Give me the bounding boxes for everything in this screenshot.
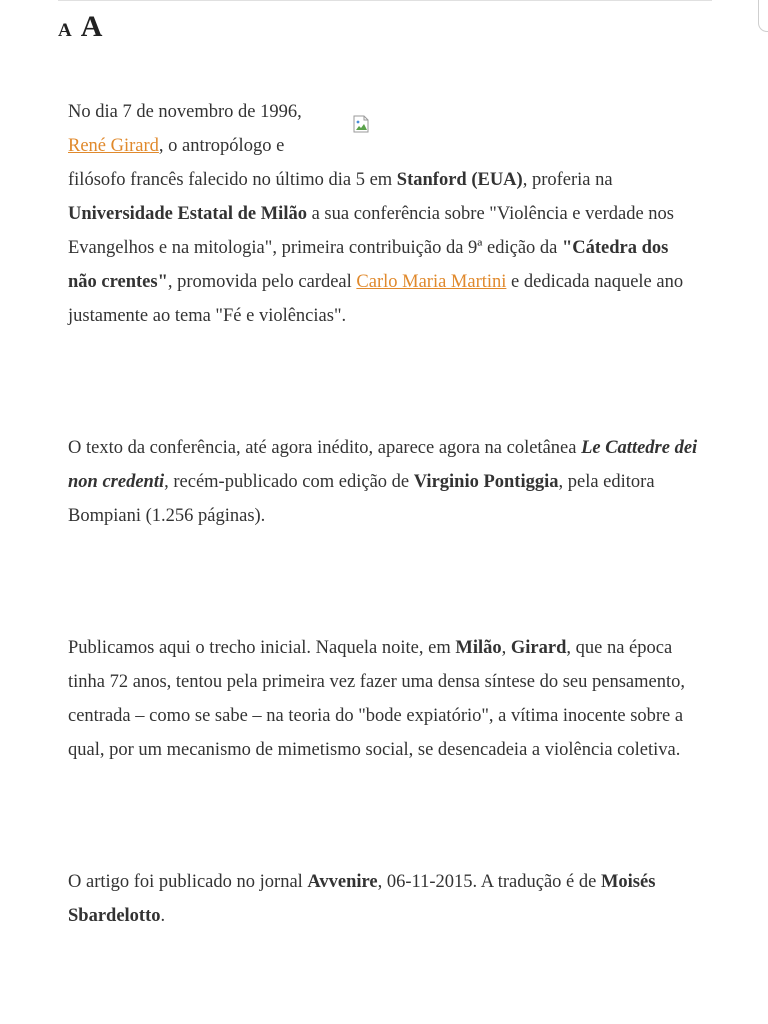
publication-text-3: , pela editora Bompiani (1.256 páginas). (68, 472, 655, 526)
excerpt-text-3: , que na época tinha 72 anos, tentou pela primeira vez fazer uma densa síntese do seu pensamento, centrada – como se sabe – na teoria do "bode expiatório", a vítima inocente sobre a qual, por um mecanismo de mimetismo social, se desencadeia a violência coletiva. (68, 638, 685, 760)
floating-panel-edge[interactable] (758, 0, 768, 32)
intro-text-3: , proferia na (522, 170, 613, 190)
paragraph-credits (68, 865, 698, 933)
intro-text-1: No dia 7 de novembro de 1996, (68, 102, 302, 122)
font-size-controls (58, 12, 102, 42)
paragraph-excerpt (68, 631, 698, 767)
newspaper-name: Avvenire (307, 872, 378, 892)
article-body (68, 95, 698, 933)
broken-image-icon (352, 111, 370, 129)
carlo-maria-martini-link[interactable]: Carlo Maria Martini (356, 272, 507, 292)
intro-text-2: , o antropólogo e filósofo francês falecido no último dia 5 em (68, 136, 397, 190)
rene-girard-link[interactable]: René Girard (68, 136, 159, 156)
excerpt-text-1: Publicamos aqui o trecho inicial. Naquela noite, em (68, 638, 456, 658)
publication-text-1: O texto da conferência, até agora inédito, aparece agora na coletânea (68, 438, 582, 458)
university-name: Universidade Estatal de Milão (68, 204, 307, 224)
book-title: Le Cattedre dei non credenti (68, 438, 698, 492)
font-decrease-button[interactable]: A (58, 20, 72, 41)
paragraph-publication (68, 431, 698, 533)
excerpt-text-2: , (501, 638, 511, 658)
article-image (352, 95, 698, 155)
credit-text-2: , 06-11-2015. A tradução é de (377, 872, 601, 892)
top-divider (58, 0, 712, 1)
credit-text-3: . (160, 906, 166, 926)
girard-text: Girard (510, 638, 567, 658)
intro-text-5: , promovida pelo cardeal (167, 272, 357, 292)
catedra-title: "Cátedra dos não crentes" (68, 238, 669, 292)
credit-text-1: O artigo foi publicado no jornal (68, 872, 308, 892)
translator-name: Moisés Sbardelotto (68, 872, 656, 926)
intro-text-6: e dedicada naquele ano justamente ao tema "Fé e violências". (68, 272, 684, 326)
editor-name: Virginio Pontiggia (413, 472, 559, 492)
stanford-text: Stanford (EUA) (396, 170, 523, 190)
font-increase-button[interactable]: A (80, 10, 103, 43)
milan-text: Milão (455, 638, 502, 658)
paragraph-intro (68, 95, 698, 333)
intro-text-4: a sua conferência sobre "Violência e verdade nos Evangelhos e na mitologia", primeira contribuição da 9ª edição da (68, 204, 674, 258)
publication-text-2: , recém-publicado com edição de (164, 472, 414, 492)
